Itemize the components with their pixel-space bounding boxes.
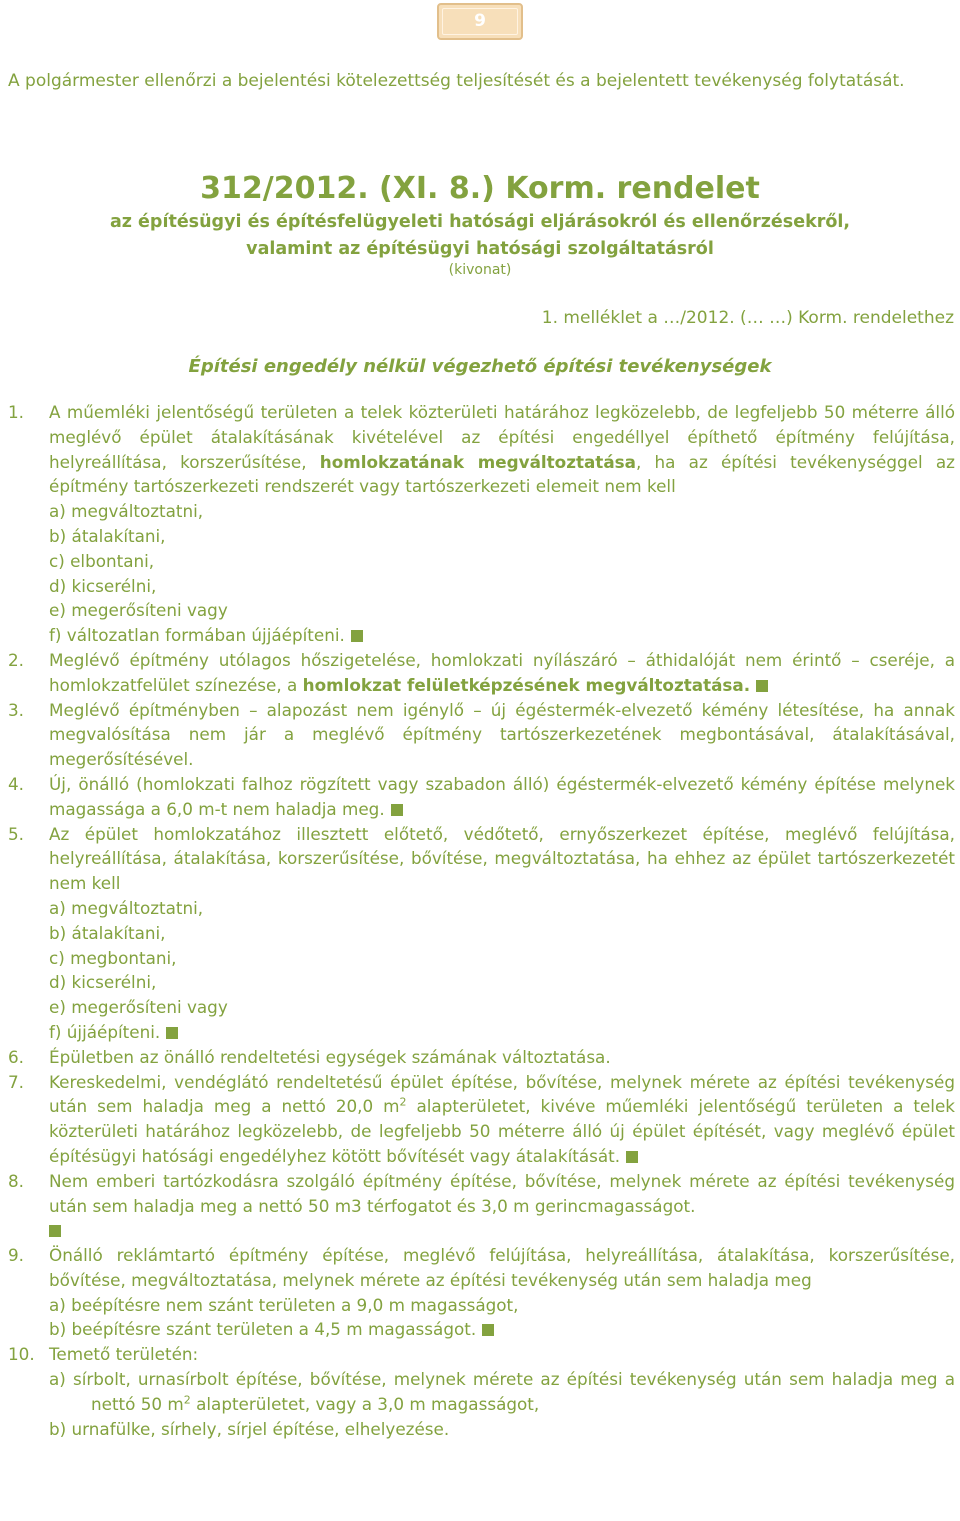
page-number: 9 (474, 11, 486, 31)
item-number: 9. (8, 1245, 25, 1266)
end-mark-icon (756, 680, 768, 692)
superscript: 2 (399, 1095, 407, 1109)
sub-item: d) kicserélni, (49, 972, 157, 993)
item-number: 3. (8, 699, 25, 720)
item-text (49, 1070, 955, 1169)
intro-paragraph: A polgármester ellenőrzi a bejelentési kötelezettség teljesítését és a bejelentett tevékenység folytatását. (8, 71, 905, 91)
item-number: 7. (8, 1071, 25, 1092)
list-item-9 (8, 1243, 955, 1342)
sub-item-row (49, 1317, 955, 1342)
sub-item: f) változatlan formában újjáépíteni. (49, 625, 345, 646)
item-text-part: Kereskedelmi, vendéglátó rendeltetésű épület építése, bővítése, melynek mérete az építési tevékenység után sem haladja meg a nettó 20,0 m (49, 1071, 955, 1117)
item-number: 6. (8, 1046, 25, 1067)
sub-item: b) átalakítani, (49, 922, 166, 943)
sub-item: c) megbontani, (49, 947, 177, 968)
item-text-part: Meglévő építmény utólagos hőszigetelése, homlokzati nyílászáró – áthidalóját nem érintő – cseréje, a homlokzatfelület színezése, a (49, 649, 955, 695)
sub-item: f) újjáépíteni. (49, 1021, 161, 1042)
decree-subtitle-line2: valamint az építésügyi hatósági szolgáltatásról (246, 239, 714, 259)
item-text-bold: homlokzat felületképzésének megváltoztatása. (302, 674, 751, 695)
superscript: 2 (183, 1393, 191, 1407)
sub-item: b) átalakítani, (49, 525, 166, 546)
decree-excerpt-note: (kivonat) (448, 262, 512, 278)
decree-title: 312/2012. (XI. 8.) Korm. rendelet (200, 171, 760, 206)
sub-item: c) elbontani, (49, 550, 155, 571)
item-text: Az épület homlokzatához illesztett előtető, védőtető, ernyőszerkezet építése, meglévő felújítása, helyreállítása, átalakítása, korszerűsítése, bővítése, megváltoztatása, ha ehhez az épület tartószerkezetét nem kell (49, 823, 955, 894)
item-text: Nem emberi tartózkodásra szolgáló építmény építése, bővítése, melynek mérete az építési tevékenység után sem haladja meg a nettó 50 m3 térfogatot és 3,0 m gerincmagasságot. (49, 1170, 955, 1216)
list-item-2 (8, 648, 955, 698)
end-mark-icon (482, 1324, 494, 1336)
item-text: Önálló reklámtartó építmény építése, meglévő felújítása, helyreállítása, átalakítása, korszerűsítése, bővítése, megváltoztatása, melynek mérete az építési tevékenység után sem haladja meg (49, 1245, 955, 1290)
list-item-5 (8, 822, 955, 1045)
item-number: 5. (8, 823, 25, 844)
decree-subtitle-line1: az építésügyi és építésfelügyeleti hatósági eljárásokról és ellenőrzésekről, (109, 212, 851, 232)
sub-item: e) megerősíteni vagy (49, 600, 228, 621)
sub-item (49, 1367, 955, 1417)
end-mark-icon (391, 804, 403, 816)
sub-item-row (49, 1020, 955, 1045)
sub-item-text-part: a) sírbolt, urnasírbolt építése, bővítése, melynek mérete az építési tevékenység után sem haladja meg a nettó 50 m (49, 1369, 955, 1414)
item-number: 10. (8, 1344, 35, 1365)
item-number: 4. (8, 773, 25, 794)
sub-item: a) megváltoztatni, (49, 501, 204, 522)
sub-item: a) beépítésre nem szánt területen a 9,0 m magasságot, (49, 1294, 519, 1315)
list-item-3 (8, 698, 955, 772)
item-text (49, 648, 955, 698)
list-item-8 (8, 1169, 955, 1243)
item-text-part: alapterületet, kivéve műemléki jelentőségű területen a telek közterületi határához legközelebb, de legfeljebb 50 méterre álló új épület építését, vagy meglévő épület építésügyi hatósági engedélyhez kötött bővítését vagy átalakítását. (49, 1096, 955, 1166)
sub-item-row (49, 623, 955, 648)
end-mark-icon (626, 1151, 638, 1163)
sub-item: b) beépítésre szánt területen a 4,5 m magasságot. (49, 1319, 477, 1340)
sub-item: d) kicserélni, (49, 575, 157, 596)
end-mark-icon (166, 1027, 178, 1039)
item-number: 1. (8, 402, 25, 422)
item-text-part: A műemléki jelentőségű területen a telek közterületi határához legközelebb, de legfeljebb 50 méterre álló meglévő épület átalakításának kivételével az építési engedéllyel építhető építmény felújítása, helyreállítása, korszerűsítése, (49, 402, 955, 472)
item-text-bold: homlokzatának megváltoztatása (319, 451, 636, 472)
item-number: 8. (8, 1170, 25, 1191)
item-text-part: , ha az építési tevékenységgel az építmény tartószerkezeti rendszerét vagy tartószerkezeti elemeit nem kell (49, 451, 955, 497)
list-item-7 (8, 1070, 955, 1169)
sub-item: a) megváltoztatni, (49, 897, 204, 918)
sub-item-text-part: alapterületet, vagy a 3,0 m magasságot, (190, 1393, 540, 1414)
item-text: Épületben az önálló rendeltetési egységek számának változtatása. (49, 1046, 611, 1067)
activity-list (8, 400, 955, 1441)
sub-item: b) urnafülke, sírhely, sírjel építése, elhelyezése. (49, 1418, 450, 1439)
section-title: Építési engedély nélkül végezhető építési tevékenységek (188, 356, 772, 377)
sub-item: e) megerősíteni vagy (49, 997, 228, 1018)
item-text (49, 772, 955, 822)
item-text-part: Új, önálló (homlokzati falhoz rögzített vagy szabadon álló) égéstermék-elvezető kémény építése melynek magassága a 6,0 m-t nem haladja meg. (49, 773, 955, 819)
end-mark-icon (351, 630, 363, 642)
page-number-badge (437, 3, 523, 40)
item-text (49, 400, 955, 499)
end-mark-row (49, 1218, 955, 1243)
item-text: Temető területén: (49, 1344, 199, 1365)
item-number: 2. (8, 649, 25, 670)
list-item-10 (8, 1342, 955, 1441)
annex-reference: 1. melléklet a …/2012. (… …) Korm. rendelethez (541, 308, 954, 328)
item-text: Meglévő építményben – alapozást nem igénylő – új égéstermék-elvezető kémény létesítése, ha annak megvalósítása nem jár a meglévő építmény tartószerkezetének megbontásával, átalakításával, megerősítésével. (49, 699, 955, 770)
end-mark-icon (49, 1225, 61, 1237)
list-item-4 (8, 772, 955, 822)
list-item-6 (8, 1045, 955, 1070)
list-item-1 (8, 400, 955, 648)
